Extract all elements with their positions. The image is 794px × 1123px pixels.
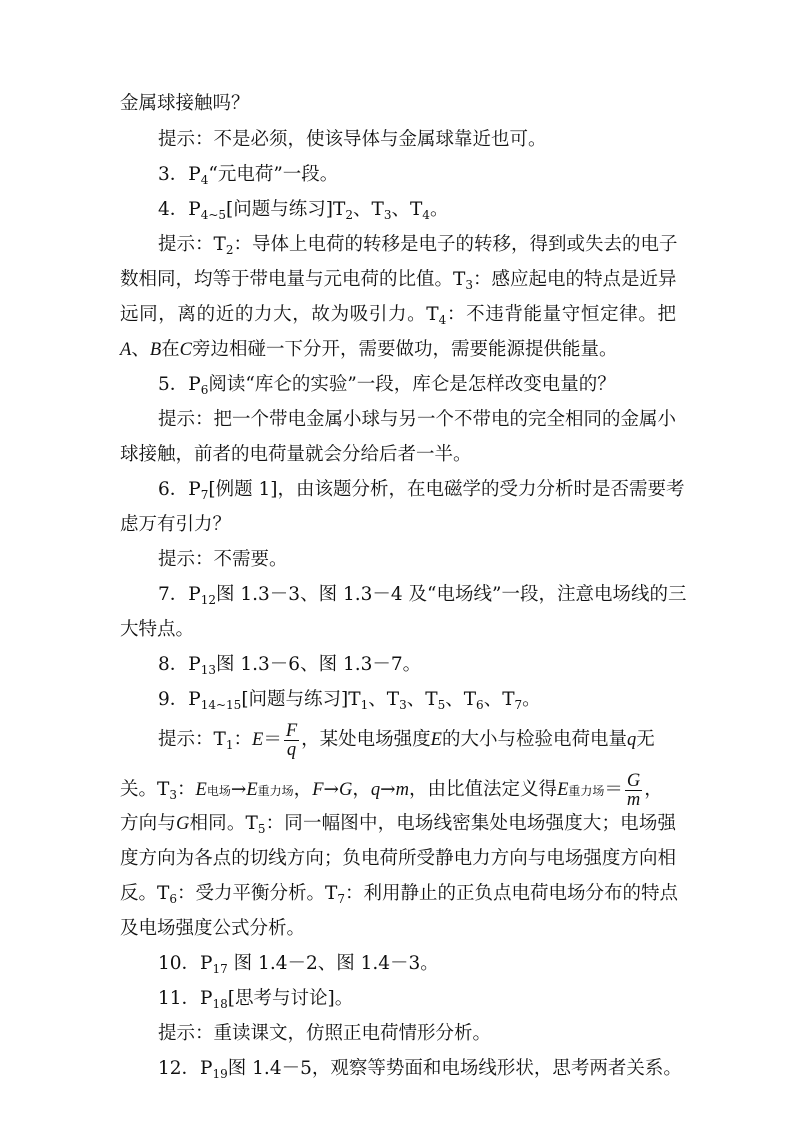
text-line: 数相同，均等于带电量与元电荷的比值。$T_3$：感应起电的特点是近异 [120, 269, 677, 292]
fraction-g-over-m: $\frac{G}{m}$ [626, 770, 641, 810]
text-line: 远同，离的近的力大，故为吸引力。$T_4$：不违背能量守恒定律。把 [120, 304, 676, 327]
hint-line: 提示：重读课文，仿照正电荷情形分析。 [158, 1023, 492, 1044]
item-7: 7．$P_{12}$图 1.3－3、图 1.3－4 及“电场线”一段，注意电场线的三 [158, 584, 687, 607]
item-3: 3．$P_4“$元电荷”一段。 [158, 164, 339, 187]
item-10: 10．$P_{17}$ 图 1.4－2、图 1.4－3。 [158, 953, 439, 976]
item-8: 8．$P_{13}$图 1.3－6、图 1.3－7。 [158, 654, 422, 677]
text-line: 反。$T_6$：受力平衡分析。$T_7$：利用静止的正负点电荷电场分布的特点 [120, 883, 678, 906]
fraction-f-over-q: $\frac{F}{q}$ [285, 720, 298, 760]
text-line-formula: 关。$T_3$：E电场→E重力场，F→G，q→m，由比值法定义得E重力场＝ $\frac{G}{m}$ ， [120, 770, 663, 810]
item-11: 11．$P_{18}$[思考与讨论]。 [158, 988, 354, 1011]
text-line: 虑万有引力？ [120, 514, 232, 535]
text-line: 方向与G相同。$T_5$：同一幅图中，电场线密集处电场强度大；电场强 [120, 813, 676, 836]
item-9: 9．$P_{14\sim 15}$[问题与练习]$T_1$、$T_3$、$T_5$、$T_6$、$T_7$。 [158, 689, 541, 712]
item-5: 5．$P_6$阅读“库仑的实验”一段，库仑是怎样改变电量的？ [158, 374, 616, 397]
hint-line-formula: 提示：$T_1$：E＝ $\frac{F}{q}$ ，某处电场强度E的大小与检验电荷电量q无 [158, 720, 655, 760]
text-line: 金属球接触吗？ [120, 93, 250, 114]
text-line: 球接触，前者的电荷量就会分给后者一半。 [120, 444, 472, 465]
text-line: 度方向为各点的切线方向；负电荷所受静电力方向与电场强度方向相 [120, 848, 676, 869]
hint-line: 提示：不是必须，使该导体与金属球靠近也可。 [158, 129, 547, 150]
hint-line: 提示：不需要。 [158, 549, 288, 570]
text-line: 及电场强度公式分析。 [120, 918, 306, 939]
item-12: 12．$P_{19}$图 1.4－5，观察等势面和电场线形状，思考两者关系。 [158, 1058, 682, 1081]
hint-line: 提示：$T_2$：导体上电荷的转移是电子的转移，得到或失去的电子 [158, 234, 678, 257]
text-line: 大特点。 [120, 619, 195, 640]
item-4: 4．$P_{4\sim 5}$[问题与练习]$T_2$、$T_3$、$T_4$。 [158, 199, 449, 222]
text-line: A、B在C旁边相碰一下分开，需要做功，需要能源提供能量。 [120, 339, 618, 360]
hint-line: 提示：把一个带电金属小球与另一个不带电的完全相同的金属小 [158, 409, 677, 430]
item-6: 6．$P_7$[例题 1]，由该题分析，在电磁学的受力分析时是否需要考 [158, 479, 685, 502]
